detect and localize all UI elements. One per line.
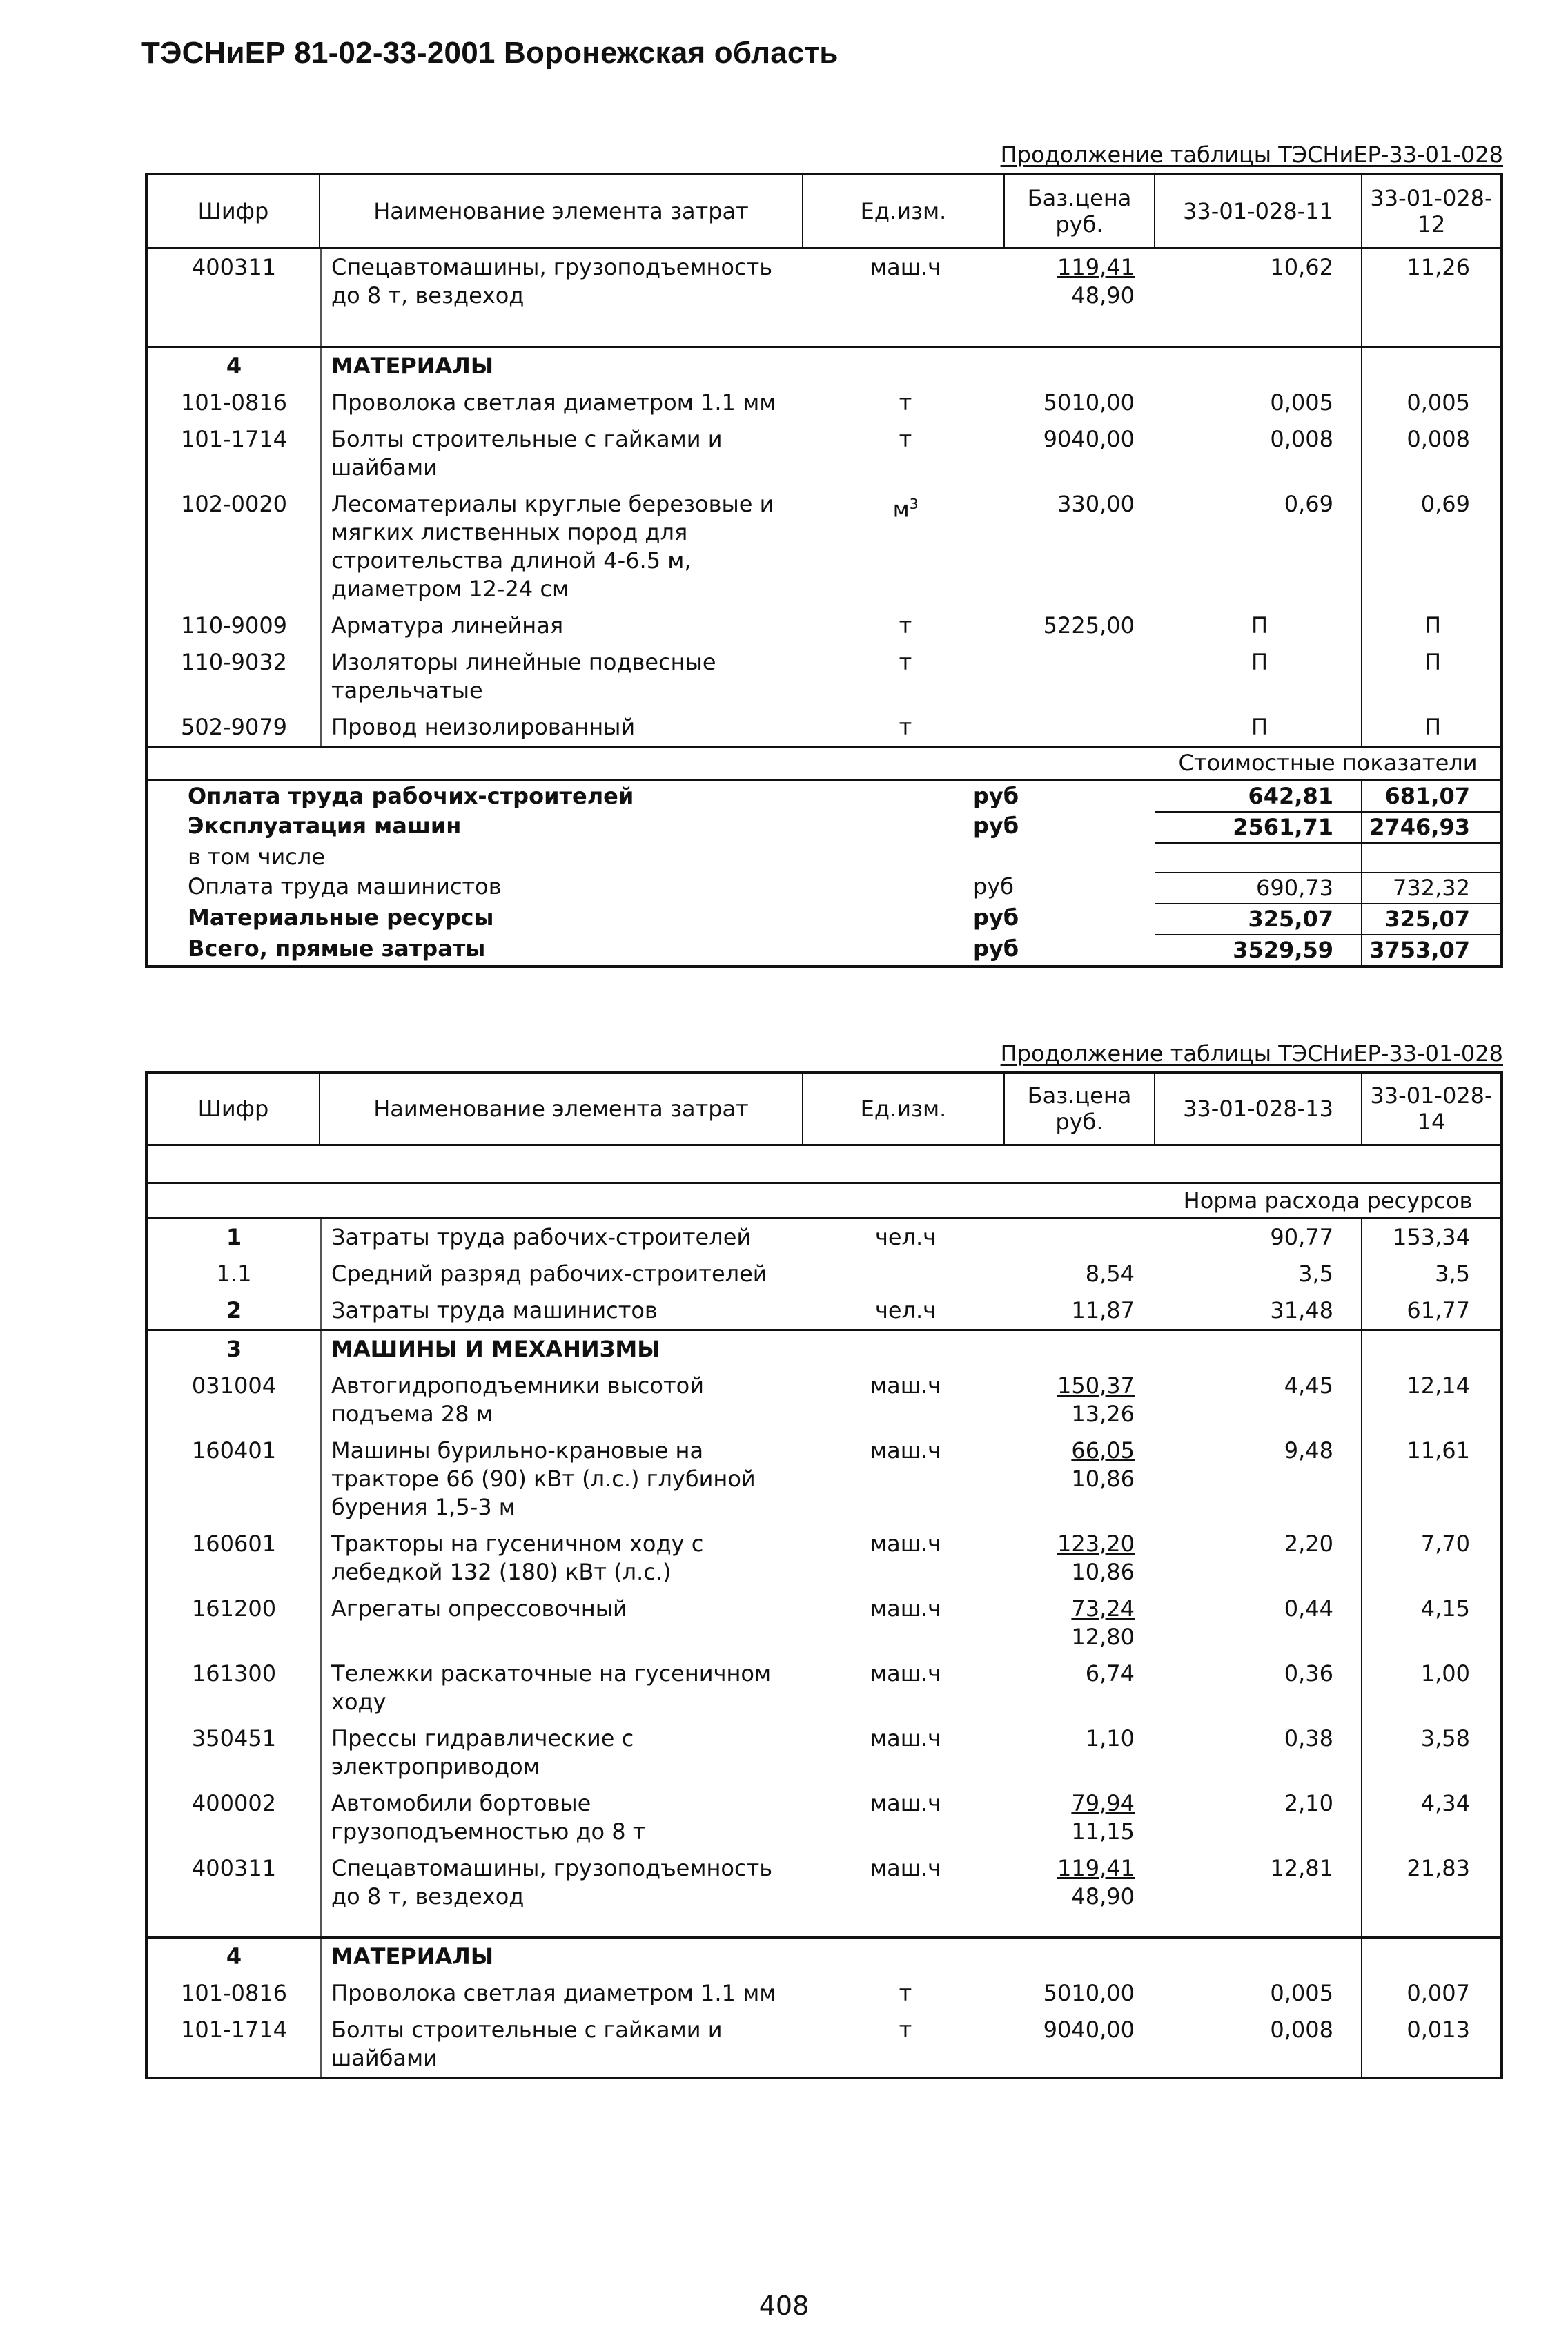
table-row [148,1850,1500,1936]
summary-row [148,934,1500,965]
row-value-2: 1,00 [1420,1660,1470,1687]
norma-label: Норма расхода ресурсов [1183,1187,1473,1214]
header-col-v1: 33-01-028-11 [1155,175,1362,247]
row-price-main: 66,05 [1071,1437,1135,1464]
section-name: МАТЕРИАЛЫ [320,348,803,385]
table-row [148,1432,1500,1526]
table-row [148,385,1500,421]
table-row [148,1368,1500,1432]
row-price [1005,1432,1155,1526]
row-price-main: 73,24 [1071,1595,1135,1622]
row-name: Спецавтомашины, грузоподъемность до 8 т, вездеход [320,1850,803,1936]
header-col-v2: 33-01-028-12 [1370,184,1493,237]
summary-value-1 [1155,842,1362,872]
table2-caption: Продолжение таблицы ТЭСНиЕР-33-01-028 [1000,1040,1503,1067]
table-row [148,1655,1500,1720]
row-code: 161300 [191,1660,277,1687]
row-unit: т [899,2017,912,2043]
row-price-secondary: 13,26 [1071,1401,1135,1427]
row-code: 161200 [191,1595,277,1622]
summary-value-1: 690,73 [1155,872,1362,903]
table-row [148,1591,1500,1655]
row-value-1: 9,48 [1155,1432,1362,1526]
row-price [1005,1785,1155,1850]
row-value-2: 3,5 [1435,1261,1470,1287]
row-price: 6,74 [1085,1660,1135,1687]
row-price: 5225,00 [1043,612,1135,639]
row-code: 031004 [191,1372,277,1399]
row-unit: т [899,612,912,639]
row-price-secondary: 12,80 [1071,1624,1135,1650]
table2-labor [148,1217,1500,1329]
row-code: 1.1 [216,1261,252,1287]
section-header [148,348,1500,385]
row-name: Тракторы на гусеничном ходу с лебедкой 132 (180) кВт (л.с.) [320,1526,803,1591]
summary-unit: руб [973,935,1019,962]
table2 [145,1071,1503,2079]
table-row [148,1526,1500,1591]
summary-row [148,842,1500,872]
row-value-1: 2,20 [1155,1526,1362,1591]
table2-machines [148,1329,1500,1936]
row-unit: маш.ч [870,1372,941,1399]
row-unit: маш.ч [870,1855,941,1881]
section-code: 4 [226,1943,242,1970]
row-value-1: 2,10 [1155,1785,1362,1850]
row-value-1: 0,005 [1155,1975,1362,2012]
row-unit: $м^3$ [892,496,919,523]
row-unit: чел.ч [874,1224,937,1250]
header-col-v1: 33-01-028-13 [1155,1074,1362,1144]
row-value-2: 3,58 [1420,1725,1470,1751]
row-price-secondary: 10,86 [1071,1466,1135,1492]
summary-label: Стоимостные показатели [1178,750,1478,776]
row-value-2: 0,008 [1407,426,1470,452]
row-unit: т [899,389,912,416]
empty-cell [1005,1939,1155,1975]
row-value-2: 4,15 [1420,1595,1470,1622]
norma-row [148,1182,1500,1217]
summary-value-1: 2561,71 [1155,811,1362,842]
row-price [1005,709,1155,746]
row-value-2: 21,83 [1407,1855,1470,1881]
row-price-secondary: 48,90 [1071,1883,1135,1910]
row-value-2: 61,77 [1407,1297,1470,1323]
summary-value-2: 681,07 [1384,783,1470,809]
row-value-2: П [1424,714,1442,740]
table1-top-rows [148,249,1500,346]
empty-cell [1155,1939,1362,1975]
header-code: Шифр [148,1074,320,1144]
row-name: Изоляторы линейные подвесные тарельчатые [320,644,803,709]
row-unit: маш.ч [870,1725,941,1751]
row-name: Арматура линейная [320,608,803,644]
summary-unit [973,842,1124,872]
table1-header [148,175,1500,249]
row-unit: т [899,649,912,675]
empty-cell [1155,1331,1362,1368]
section-code: 4 [226,353,242,379]
row-price-main: 123,20 [1057,1531,1135,1557]
row-name: Спецавтомашины, грузоподъемность до 8 т, вездеход [320,249,803,346]
row-price [1005,1591,1155,1655]
row-price: 11,87 [1071,1297,1135,1323]
row-code: 102-0020 [180,491,288,517]
row-code: 101-0816 [180,1980,288,2006]
row-unit: маш.ч [870,1595,941,1622]
row-unit: маш.ч [870,1437,941,1464]
header-name: Наименование элемента затрат [320,175,803,247]
row-code: 400311 [191,1855,277,1881]
row-unit: т [899,426,912,452]
summary-unit: руб [973,904,1019,931]
row-unit: маш.ч [870,1660,941,1687]
section-header [148,1939,1500,1975]
row-price [1005,1850,1155,1936]
summary-row [148,781,1500,811]
page-number: 408 [758,2291,810,2321]
table1-materials [148,346,1500,746]
row-price: 5010,00 [1043,389,1135,416]
row-unit: маш.ч [870,254,941,280]
summary-value-1: 3529,59 [1155,934,1362,965]
summary-value-2: 732,32 [1362,872,1500,903]
row-unit [803,1256,1005,1292]
row-value-1: 0,008 [1155,2012,1362,2077]
table-row [148,2012,1500,2077]
summary-name: Материальные ресурсы [188,904,494,931]
row-price: 9040,00 [1043,2017,1135,2043]
table-row [148,421,1500,486]
row-value-1: П [1155,709,1362,746]
table1 [145,173,1503,968]
empty-cell [1362,1331,1500,1368]
table2-header [148,1074,1500,1146]
section-name: МАШИНЫ И МЕХАНИЗМЫ [320,1331,803,1368]
row-unit: т [899,1980,912,2006]
row-value-2: 0,005 [1407,389,1470,416]
table-row [148,644,1500,709]
row-name: Прессы гидравлические с электроприводом [320,1720,803,1785]
row-code: 350451 [191,1725,277,1751]
row-value-2: П [1424,612,1442,639]
table-row [148,249,1500,346]
row-value-2: 7,70 [1420,1531,1470,1557]
row-price-main: 150,37 [1057,1372,1135,1399]
row-name: Агрегаты опрессовочный [320,1591,803,1655]
row-name: Проволока светлая диаметром 1.1 мм [320,1975,803,2012]
row-value-1: 12,81 [1155,1850,1362,1936]
summary-value-1: 642,81 [1155,781,1362,811]
row-code: 1 [226,1224,242,1250]
row-value-2: 0,013 [1407,2017,1470,2043]
header-code: Шифр [148,175,320,247]
row-price-main: 79,94 [1071,1790,1135,1816]
table-row [148,486,1500,608]
row-price: 1,10 [1085,1725,1135,1751]
row-code: 502-9079 [180,714,288,740]
table-row [148,1219,1500,1256]
header-unit: Ед.изм. [803,1074,1005,1144]
row-value-2: 153,34 [1393,1224,1470,1250]
row-price-secondary: 48,90 [1071,282,1135,309]
header-price: Баз.цена руб. [1005,175,1155,247]
row-value-2: 11,61 [1407,1437,1470,1464]
row-price-main: 119,41 [1057,1855,1135,1881]
empty-cell [803,1331,1005,1368]
summary-name: Оплата труда рабочих-строителей [188,783,634,809]
table-row [148,1256,1500,1292]
row-code: 160601 [191,1531,277,1557]
summary-unit: руб [973,783,1019,809]
row-code: 110-9009 [180,612,288,639]
section-header [148,1331,1500,1368]
table1-summary-header [148,746,1500,779]
table-row [148,608,1500,644]
row-code: 400002 [191,1790,277,1816]
row-value-2: 0,69 [1420,491,1470,517]
row-code: 2 [226,1297,242,1323]
summary-row [148,872,1500,903]
row-value-1: 3,5 [1155,1256,1362,1292]
table1-summary [148,779,1500,965]
section-code: 3 [226,1336,242,1362]
row-value-1: 0,69 [1155,486,1362,608]
row-value-1: П [1155,644,1362,709]
summary-name: Оплата труда машинистов [188,873,502,900]
summary-name: в том числе [188,844,325,870]
row-value-1: 0,005 [1155,385,1362,421]
row-code: 400311 [191,254,277,280]
row-price: 9040,00 [1043,426,1135,452]
row-value-1: 0,44 [1155,1591,1362,1655]
row-code: 160401 [191,1437,277,1464]
summary-value-2: 3753,07 [1362,934,1500,965]
row-price-secondary: 10,86 [1071,1559,1135,1585]
row-name: Средний разряд рабочих-строителей [320,1256,803,1292]
row-code: 101-1714 [180,2017,288,2043]
header-unit: Ед.изм. [803,175,1005,247]
row-name: Автогидроподъемники высотой подъема 28 м [320,1368,803,1432]
summary-value-2: 2746,93 [1362,811,1500,842]
row-value-1: 4,45 [1155,1368,1362,1432]
row-value-1: 31,48 [1155,1292,1362,1329]
empty-cell [803,1939,1005,1975]
header-name: Наименование элемента затрат [320,1074,803,1144]
table2-materials [148,1936,1500,2077]
header-col-v2: 33-01-028-14 [1370,1082,1493,1135]
summary-name: Всего, прямые затраты [188,935,486,962]
row-name: Тележки раскаточные на гусеничном ходу [320,1655,803,1720]
summary-row [148,811,1500,842]
row-name: Болты строительные с гайками и шайбами [320,421,803,486]
row-price [1005,1368,1155,1432]
row-value-2: 0,007 [1407,1980,1470,2006]
row-unit: маш.ч [870,1531,941,1557]
section-name: МАТЕРИАЛЫ [320,1939,803,1975]
table-row [148,1785,1500,1850]
row-name: Затраты труда рабочих-строителей [320,1219,803,1256]
empty-cell [1005,348,1155,385]
row-name: Лесоматериалы круглые березовые и мягких лиственных пород для строительства длиной 4-6.5 м, диаметром 12-24 см [320,486,803,608]
row-price-main: 119,41 [1057,254,1135,280]
row-value-1: 10,62 [1155,249,1362,346]
row-code: 101-1714 [180,426,288,452]
empty-cell [1155,348,1362,385]
summary-value-2: 325,07 [1362,903,1500,934]
row-name: Болты строительные с гайками и шайбами [320,2012,803,2077]
row-code: 101-0816 [180,389,288,416]
summary-unit: руб [973,813,1019,839]
row-price [1005,644,1155,709]
summary-name: Эксплуатация машин [188,813,462,839]
page-title: ТЭСНиЕР 81-02-33-2001 Воронежская область [141,36,839,70]
row-value-2: П [1424,649,1442,675]
table-row [148,709,1500,746]
row-unit: чел.ч [874,1297,937,1323]
row-name: Проволока светлая диаметром 1.1 мм [320,385,803,421]
row-value-1: П [1155,608,1362,644]
row-value-2: 4,34 [1420,1790,1470,1816]
row-price [1005,1526,1155,1591]
empty-cell [1005,1331,1155,1368]
row-price [1005,1219,1155,1256]
row-value-1: 0,36 [1155,1655,1362,1720]
unit-superscript: 3 [909,496,919,512]
row-name: Затраты труда машинистов [320,1292,803,1329]
summary-value-2 [1362,842,1500,872]
table1-caption: Продолжение таблицы ТЭСНиЕР-33-01-028 [1000,142,1503,168]
empty-cell [1362,348,1500,385]
row-code: 110-9032 [180,649,288,675]
row-value-2: 11,26 [1407,254,1470,280]
row-value-1: 0,38 [1155,1720,1362,1785]
row-price: 330,00 [1057,491,1135,517]
row-price-secondary: 11,15 [1071,1818,1135,1845]
row-price: 5010,00 [1043,1980,1135,2006]
table-row [148,1292,1500,1329]
table-row [148,1975,1500,2012]
empty-cell [1362,1939,1500,1975]
summary-row [148,903,1500,934]
row-name: Машины бурильно-крановые на тракторе 66 (90) кВт (л.с.) глубиной бурения 1,5-3 м [320,1432,803,1526]
empty-cell [803,348,1005,385]
row-unit: т [899,714,912,740]
header-price: Баз.цена руб. [1005,1074,1155,1144]
row-value-1: 90,77 [1155,1219,1362,1256]
summary-unit: руб [973,873,1014,900]
row-price [1005,249,1155,346]
row-name: Провод неизолированный [320,709,803,746]
row-unit: маш.ч [870,1790,941,1816]
row-name: Автомобили бортовые грузоподъемностью до 8 т [320,1785,803,1850]
row-value-1: 0,008 [1155,421,1362,486]
table-row [148,1720,1500,1785]
row-value-2: 12,14 [1407,1372,1470,1399]
summary-value-1: 325,07 [1155,903,1362,934]
row-price: 8,54 [1085,1261,1135,1287]
